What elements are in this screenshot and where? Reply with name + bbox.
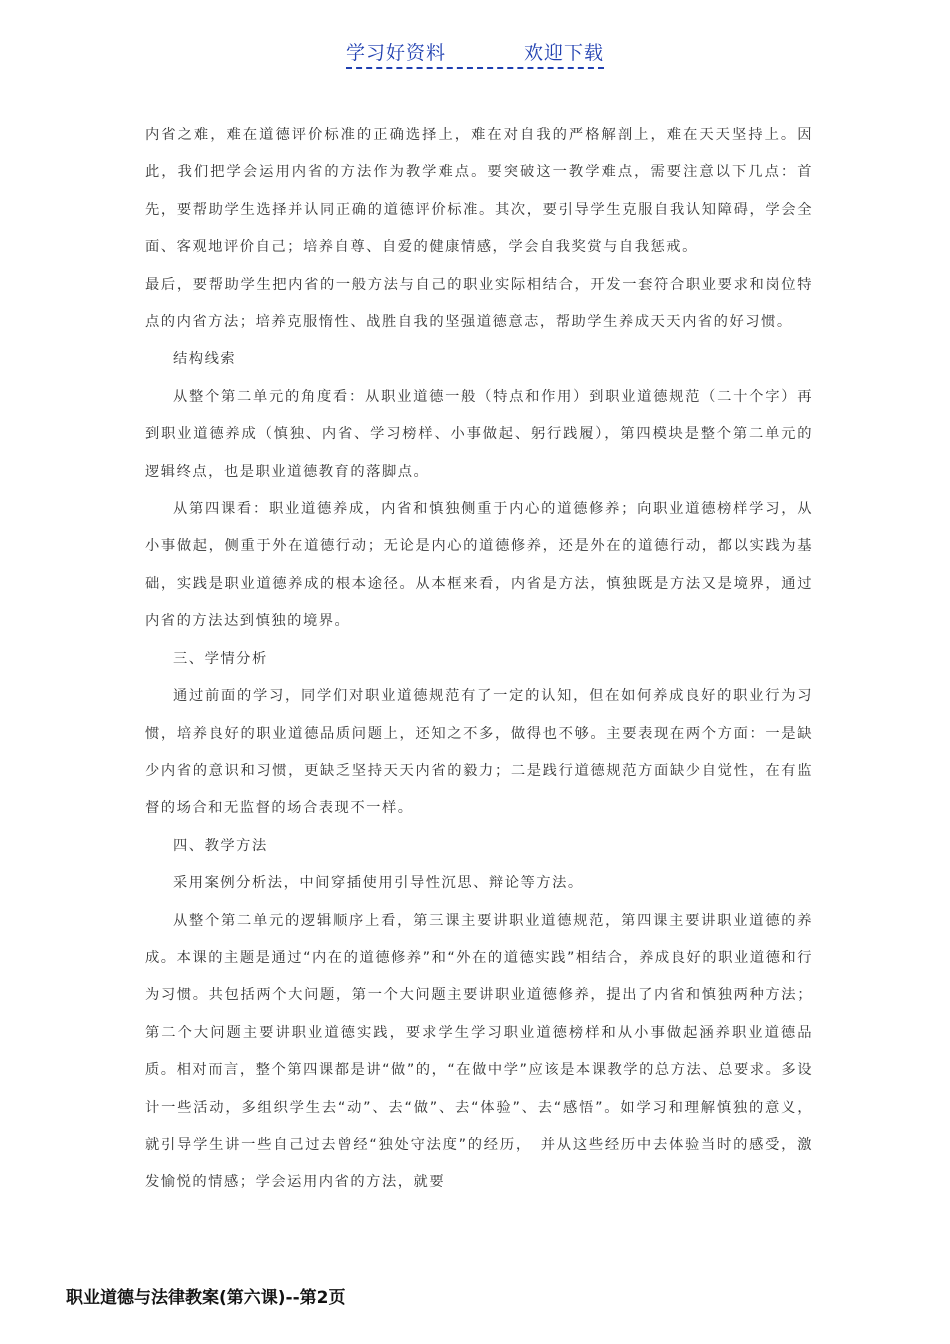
document-body: [145, 117, 813, 1202]
paragraph-7: 通过前面的学习，同学们对职业道德规范有了一定的认知，但在如何养成良好的职业行为习惯，培养良好的职业道德品质问题上，还知之不多，做得也不够。主要表现在两个方面：一是缺少内省的意识和习惯，更缺乏坚持天天内省的毅力；二是践行道德规范方面缺少自觉性，在有监督的场合和无监督的场合表现不一样。: [145, 688, 813, 817]
section-heading-learning-analysis: 三、学情分析: [173, 650, 268, 667]
paragraph-4: 从整个第二单元的角度看：从职业道德一般（特点和作用）到职业道德规范（二十个字）再到职业道德养成（慎独、内省、学习榜样、小事做起、躬行践履），第四模块是整个第二单元的逻辑终点，也是职业道德教育的落脚点。: [145, 388, 813, 480]
section-heading-structure: 结构线索: [173, 351, 237, 368]
paragraph-2: 最后，要帮助学生把内省的一般方法与自己的职业实际相结合，开发一套符合职业要求和岗位特点的内省方法；培养克服惰性、战胜自我的坚强道德意志，帮助学生养成天天内省的好习惯。: [145, 276, 813, 331]
page-footer: 职业道德与法律教案(第六课)--第2页: [66, 1288, 346, 1308]
header-left-text: 学习好资料: [345, 42, 446, 64]
paragraph-5: 从第四课看：职业道德养成，内省和慎独侧重于内心的道德修养；向职业道德榜样学习，从小事做起，侧重于外在道德行动；无论是内心的道德修养，还是外在的道德行动，都以实践为基础，实践是职业道德养成的根本途径。从本框来看，内省是方法，慎独既是方法又是境界，通过内省的方法达到慎独的境界。: [145, 501, 813, 630]
paragraph-9: 采用案例分析法，中间穿插使用引导性沉思、辩论等方法。: [173, 875, 584, 892]
page-header: [0, 38, 950, 69]
header-banner: [346, 38, 604, 69]
section-heading-teaching-methods: 四、教学方法: [173, 837, 268, 854]
header-right-text: 欢迎下载: [524, 42, 605, 64]
paragraph-1: 内省之难，难在道德评价标准的正确选择上，难在对自我的严格解剖上，难在天天坚持上。因此，我们把学会运用内省的方法作为教学难点。要突破这一教学难点，需要注意以下几点：首先，要帮助学生选择并认同正确的道德评价标准。其次，要引导学生克服自我认知障碍，学会全面、客观地评价自己；培养自尊、自爱的健康情感，学会自我奖赏与自我惩戒。: [145, 127, 813, 256]
paragraph-10: 从整个第二单元的逻辑顺序上看，第三课主要讲职业道德规范，第四课主要讲职业道德的养成。本课的主题是通过“内在的道德修养”和“外在的道德实践”相结合，养成良好的职业道德和行为习惯。共包括两个大问题，第一个大问题主要讲职业道德修养，提出了内省和慎独两种方法；第二个大问题主要讲职业道德实践，要求学生学习职业道德榜样和从小事做起涵养职业道德品质。相对而言，整个第四课都是讲“做”的，“在做中学”应该是本课教学的总方法、总要求。多设计一些活动，多组织学生去“动”、去“做”、去“体验”、去“感悟”。如学习和理解慎独的意义，就引导学生讲一些自己过去曾经“独处守法度”的经历， 并从这些经历中去体验当时的感受，激发愉悦的情感；学会运用内省的方法，就要: [145, 912, 813, 1191]
